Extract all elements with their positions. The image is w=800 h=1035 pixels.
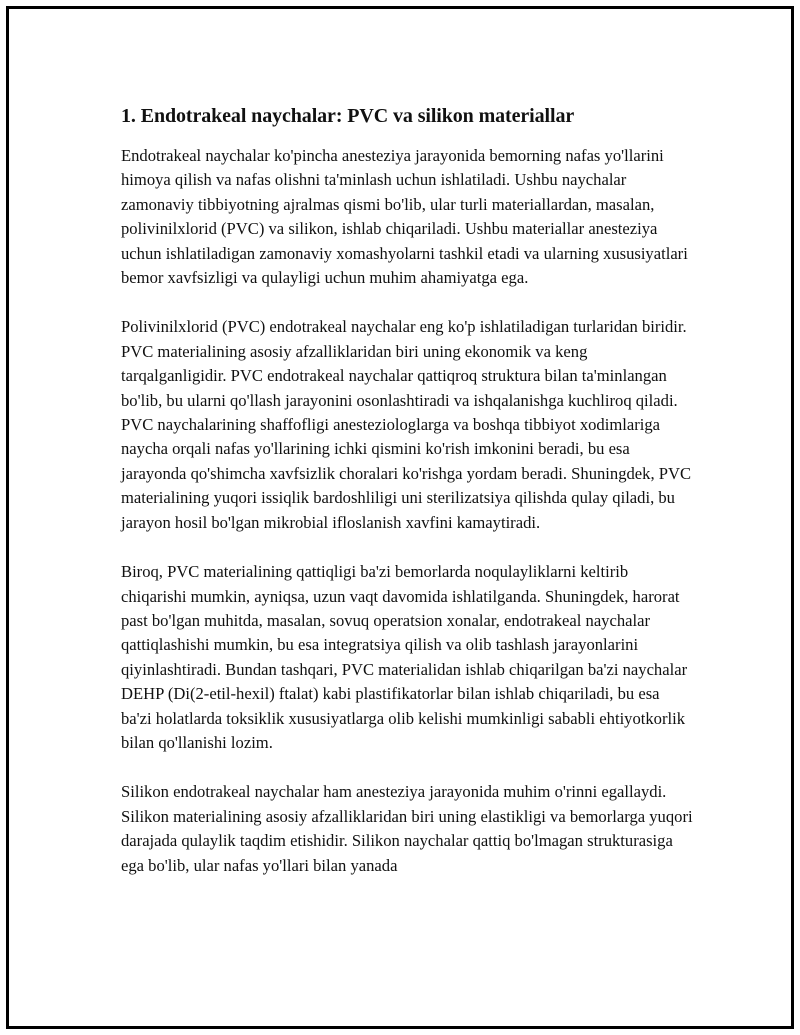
section-heading: 1. Endotrakeal naychalar: PVC va silikon materiallar <box>121 105 575 127</box>
page-frame <box>6 6 794 1029</box>
paragraph-intro: Endotrakeal naychalar ko'pincha anesteziya jarayonida bemorning nafas yo'llarini himoya qilish va nafas olishni ta'minlash uchun ishlatiladi. Ushbu naychalar zamonaviy tibbiyotning ajralmas qismi bo'lib, ular turli materiallardan, masalan, polivinilxlorid (PVC) va silikon, ishlab chiqariladi. Ushbu materiallar anesteziya uchun ishlatiladigan zamonaviy xomashyolarni tashkil etadi va ularning xususiyatlari bemor xavfsizligi va qulayligi uchun muhim ahamiyatga ega. <box>121 146 688 288</box>
paragraph-pvc-advantages: Polivinilxlorid (PVC) endotrakeal naychalar eng ko'p ishlatiladigan turlaridan biridir. PVC materialining asosiy afzalliklaridan biri uning ekonomik va keng tarqalganligidir. PVC endotrakeal naychalar qattiqroq struktura bilan ta'minlangan bo'lib, bu ularni qo'llash jarayonini osonlashtiradi va ishqalanishga kuchliroq qiladi. PVC naychalarining shaffofligi anesteziologlarga va boshqa tibbiyot xodimlariga naycha orqali nafas yo'llarining ichki qismini ko'rish imkonini beradi, bu esa jarayonda qo'shimcha xavfsizlik choralari ko'rishga yordam beradi. Shuningdek, PVC materialining yuqori issiqlik bardoshliligi uni sterilizatsiya qilishda qulay qiladi, bu jarayon hosil bo'lgan mikrobial ifloslanish xavfini kamaytiradi. <box>121 317 692 532</box>
paragraph-pvc-drawbacks: Biroq, PVC materialining qattiqligi ba'zi bemorlarda noqulayliklarni keltirib chiqarishi mumkin, ayniqsa, uzun vaqt davomida ishlatilganda. Shuningdek, harorat past bo'lgan muhitda, masalan, sovuq operatsion xonalar, endotrakeal naychalar qattiqlashishi mumkin, bu esa integratsiya qilish va olib tashlash jarayonlarini qiyinlashtiradi. Bundan tashqari, PVC materialidan ishlab chiqarilgan ba'zi naychalar DEHP (Di(2-etil-hexil) ftalat) kabi plastifikatorlar bilan ishlab chiqariladi, bu esa ba'zi holatlarda toksiklik xususiyatlarga olib kelishi mumkinligi sababli ehtiyotkorlik bilan qo'llanishi lozim. <box>121 562 688 752</box>
document-body <box>121 101 693 903</box>
paragraph-silicone: Silikon endotrakeal naychalar ham anesteziya jarayonida muhim o'rinni egallaydi. Silikon materialining asosiy afzalliklaridan biri uning elastikligi va bemorlarga yuqori darajada qulaylik taqdim etishidir. Silikon naychalar qattiq bo'lmagan strukturasiga ega bo'lib, ular nafas yo'llari bilan yanada <box>121 782 693 875</box>
